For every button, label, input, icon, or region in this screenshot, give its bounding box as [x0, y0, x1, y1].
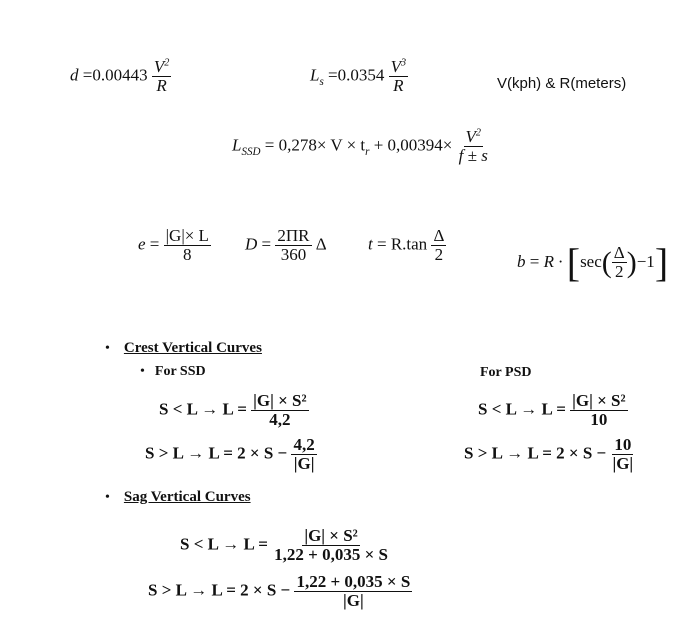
fraction: $\frac{10}{|G|}$: [612, 435, 634, 473]
units-note: V(kph) & R(meters): [497, 75, 627, 92]
psd-subheading: For PSD: [480, 365, 532, 380]
fraction: $\frac{\text{|G| × S²}}{10}$: [572, 391, 626, 429]
fraction: $\frac{1,22 + 0,035 \times S}{|G|}$: [296, 572, 411, 610]
crest-heading: • Crest Vertical Curves: [105, 340, 262, 356]
formula-ls: $L_s =0.0354$ $\frac{V^3}{R}$: [310, 57, 407, 95]
fraction: $\frac{|G|\times L}{8}$: [165, 226, 209, 264]
fraction: $\frac{\Delta}{2}$: [613, 243, 625, 282]
fraction: $\frac{4,2}{|G|}$: [293, 435, 315, 473]
psd-eq-1: S < L → L = $\frac{\text{|G| × S²}}{10}$: [478, 391, 626, 429]
fraction: $\frac{2\Pi R}{360}$: [277, 226, 310, 264]
formula-b: b = R · [sec( $\frac{\Delta}{2}$ )−1]: [517, 240, 669, 285]
fraction: $\frac{V^2}{f \pm s}$: [458, 127, 488, 165]
psd-eq-2: S > L → L = 2 × S − $\frac{10}{|G|}$: [464, 435, 634, 473]
ssd-eq-1: S < L → L = $\frac{\text{|G| × S²}}{4,2}$: [159, 391, 307, 429]
ssd-eq-2: S > L → L = 2 × S − $\frac{4,2}{|G|}$: [145, 435, 315, 473]
sag-eq-2: S > L → L = 2 × S − $\frac{1,22 + 0,035 \times S}{|G|}$: [148, 572, 411, 610]
formula-e: e = $\frac{|G|\times L}{8}$: [138, 226, 209, 264]
formula-lssd: $L_{SSD} = 0,278\times V \times t_r + 0,00394\times$ $\frac{V^2}{f \pm s}$: [232, 127, 488, 165]
fraction: $\frac{\Delta}{2}$: [433, 226, 445, 264]
fraction: $\frac{V^2}{R}$: [153, 57, 170, 95]
fraction: $\frac{\text{|G| × S²}}{4,2}$: [253, 391, 307, 429]
formula-d: d =0.00443 $\frac{V^2}{R}$: [70, 57, 170, 95]
fraction: $\frac{\text{|G| × S²}}{1,22 + 0,035 \times S}$: [274, 526, 388, 564]
ssd-subheading: • For SSD: [140, 364, 206, 379]
sag-eq-1: S < L → L = $\frac{\text{|G| × S²}}{1,22 + 0,035 \times S}$: [180, 526, 388, 564]
formula-t: t = R.tan $\frac{\Delta}{2}$: [368, 226, 445, 264]
fraction: $\frac{V^3}{R}$: [390, 57, 407, 95]
sag-heading: • Sag Vertical Curves: [105, 489, 251, 505]
formula-D: D = $\frac{2\Pi R}{360}$ Δ: [245, 226, 327, 264]
